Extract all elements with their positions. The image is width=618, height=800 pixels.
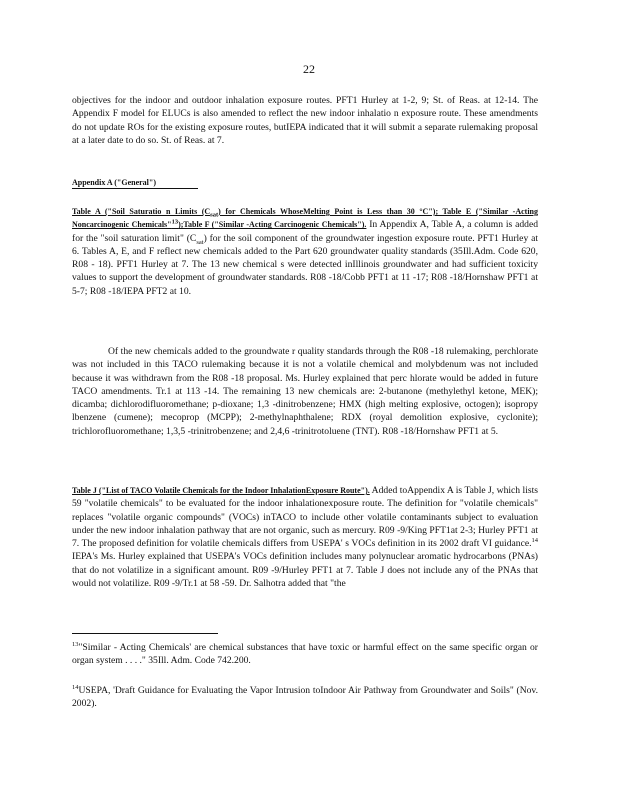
paragraph-table-j	[72, 484, 538, 590]
paragraph-text: objectives for the indoor and outdoor inhalation exposure routes. PFT1 Hurley at 1-2, 9; St. of Reas. at 12-14. The Appendix F model for ELUCs is also amended to reflect the new indoor inhalatio n exposure route. These amendments do not update ROs for the existing exposure routes, butIEPA indicated that it will submit a separate rulemaking proposal at a later date to do so. St. of Reas. at 7.	[72, 95, 538, 146]
tables-heading: Table A ("Soil Saturatio n Limits $(C_{sat})$ for Chemicals WhoseMelting Point is Less than 30 °C"); Table E ("Similar -Acting Noncarcinogenic Chemicals"$^{13}$);Table F ("Similar -Acting Carcinogenic Chemicals").	[72, 207, 538, 230]
paragraph-text: Table J ("List of TACO Volatile Chemicals for the Indoor InhalationExposure Route"). Added toAppendix A is Table J, which lists 59 "volatile chemicals" to be evaluated for the indoor inhalationexposure route. The definition for "volatile chemicals" replaces "volatile organic compounds" (VOCs) inTACO to include other volatile contaminants subject to evaluation under the new indoor inhalation pathway that are not organic, such as mercury. R09 -9/King PFT1at 2-3; Hurley PFT1 at 7. The proposed definition for volatile chemicals differs from USEPA' s VOCs definition in its 2002 draft VI guidance.$^{14}$ IEPA's Ms. Hurley explained that USEPA's VOCs definition includes many polynuclear aromatic hydrocarbons (PNAs) that do not volatilize in a significant amount. R09 -9/Hurley PFT1 at 7. Table J does not include any of the PNAs that would not volatilize. R09 -9/Tr.1 at 58 -59. Dr. Salhotra added that "the	[72, 485, 538, 590]
paragraph-tables-a-e-f	[72, 205, 538, 298]
table-j-heading: Table J ("List of TACO Volatile Chemicals for the Indoor InhalationExposure Route").	[72, 486, 370, 495]
footnote-text: "Similar - Acting Chemicals' are chemical substances that have toxic or harmful effect on the same specific organ or organ system . . . ." 35Ill. Adm. Code 742.200.	[72, 642, 538, 667]
paragraph-new-chemicals	[72, 345, 538, 438]
appendix-a-heading: Appendix A ("General")	[72, 178, 198, 189]
paragraph-text: Of the new chemicals added to the groundwate r quality standards through the R08 -18 rulemaking, perchlorate was not included in this TACO rulemaking because it is not a volatile chemical and molybdenum was not included because it was withdrawn from the R08 -18 proposal. Ms. Hurley explained that perc hlorate would be added in future TACO amendments. Tr.1 at 113 -14. The remaining 13 new chemicals are: 2-butanone (methylethyl ketone, MEK); dicamba; dichlorodifluoromethane; p-dioxane; 1,3 -dinitrobenzene; HMX (high melting explosive, octogen); isopropy lbenzene (cumene); mecoprop (MCPP); 2-methylnaphthalene; RDX (royal demolition explosive, cyclonite); trichlorofluoromethane; 1,3,5 -trinitrobenzene; and 2,4,6 -trinitrotoluene (TNT). R08 -18/Hornshaw PFT1 at 5.	[72, 346, 538, 437]
paragraph-text: Table A ("Soil Saturatio n Limits $(C_{sat})$ for Chemicals WhoseMelting Point is Less than 30 °C"); Table E ("Similar -Acting Noncarcinogenic Chemicals"$^{13}$);Table F ("Similar -Acting Carcinogenic Chemicals"). In Appendix A, Table A, a column is added for the "soil saturation limit" $(C_{sat})$ for the soil component of the groundwater ingestion exposure route. PFT1 Hurley at 6. Tables A, E, and F reflect new chemicals added to the Part 620 groundwater quality standards (35Ill.Adm. Code 620, R08 - 18). PFT1 Hurley at 7. The 13 new chemical s were detected inIllinois groundwater and had sufficient toxicity values to support the development of groundwater standards. R08 -18/Cobb PFT1 at 11 -17; R08 -18/Hornshaw PFT1 at 5-7; R08 -18/IEPA PFT2 at 10.	[72, 207, 538, 297]
footnote-14	[72, 684, 538, 711]
footnote-text: USEPA, 'Draft Guidance for Evaluating the Vapor Intrusion toIndoor Air Pathway from Groundwater and Soils" (Nov. 2002).	[72, 685, 538, 710]
footnote-ref-14: 14	[531, 537, 538, 544]
footnote-divider	[72, 633, 218, 634]
footnote-number: 13	[72, 640, 79, 648]
paragraph-objectives	[72, 94, 538, 147]
footnote-number: 14	[72, 683, 79, 691]
page-number: 22	[303, 62, 315, 76]
footnote-ref-13: 13	[171, 218, 179, 226]
footnote-13	[72, 641, 538, 668]
